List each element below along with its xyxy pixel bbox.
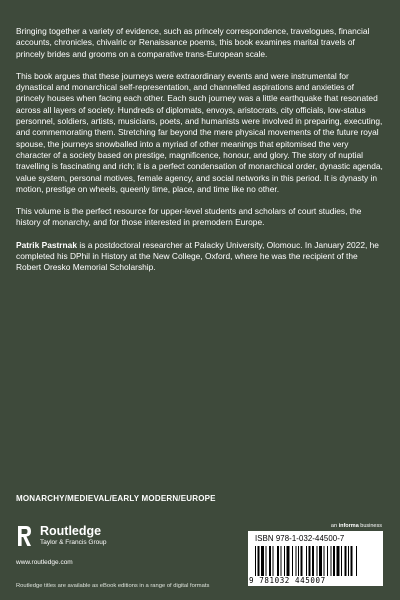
barcode-icon <box>255 546 377 576</box>
barcode-bar <box>287 546 290 576</box>
barcode-digits: 9 781032 445007 <box>249 576 326 585</box>
barcode-bar <box>269 546 271 576</box>
barcode-bar <box>319 546 322 576</box>
barcode-bar <box>341 546 342 576</box>
barcode-bar <box>345 546 347 576</box>
barcode-bar <box>327 546 328 576</box>
barcode-bar <box>333 546 335 576</box>
publisher-logo <box>16 524 156 554</box>
business-suffix: business <box>358 523 382 529</box>
business-prefix: an <box>330 523 339 529</box>
blurb-paragraph-1: Bringing together a variety of evidence, such as princely correspondence, travelogues, financial accounts, chronicles, chivalric or Renaissance poems, this book examines marital travels of princely brides and grooms on a comparative trans-European scale. <box>16 26 370 59</box>
barcode-bar <box>298 546 299 576</box>
barcode-bar <box>309 546 311 576</box>
barcode-bar <box>301 546 303 576</box>
barcode-bar <box>331 546 332 576</box>
barcode-bar <box>284 546 285 576</box>
barcode-bar <box>273 546 274 576</box>
barcode-bar <box>351 546 353 576</box>
barcode-bar <box>337 546 340 576</box>
subject-categories: MONARCHY/MEDIEVAL/EARLY MODERN/EUROPE <box>16 494 216 503</box>
author-name: Patrik Pastrnak <box>16 239 77 250</box>
publisher-group: Taylor & Francis Group <box>40 539 107 546</box>
ebook-availability-note: Routledge titles are available as eBook editions in a range of digital formats <box>16 583 210 589</box>
publisher-name: Routledge <box>40 524 102 538</box>
blurb-paragraph-2: This book argues that these journeys were extraordinary events and were instrumental for dynastical and monarchical self-representation, and channelled aspirations and anxieties of princely houses when facing each other. Each such journey was a little earthquake that resonated across all layers of society. Hundreds of diplomats, envoys, aristocrats, city officials, low-status personnel, soldiers, artists, musicians, poets, and humanists were involved in preparing, executing, and commemorating them. Stretching far beyond the mere physical movements of the future royal spouse, the journeys snowballed into a myriad of other meanings that epitomised the very character of a society based on prestige, magnificence, honour, and glory. The story of nuptial travelling is fascinating and rich; it is a perfect condensation of monarchical order, dynastic agenda, value system, personal motives, female agency, and social networks in this period. It is dynasty in motion, prestige on wheels, queenly time, place, and time like no other. <box>16 70 383 194</box>
barcode-bar <box>312 546 314 576</box>
routledge-r-icon <box>16 525 32 547</box>
barcode-bar <box>296 546 297 576</box>
barcode-bar <box>281 546 282 576</box>
barcode-bar <box>306 546 307 576</box>
back-cover-blurb <box>16 26 384 285</box>
blurb-paragraph-3: This volume is the perfect resource for upper-level students and scholars of court studies, the history of monarchy, and for those interested in premodern Europe. <box>16 206 362 228</box>
barcode-bar <box>324 546 325 576</box>
barcode-box <box>248 531 383 586</box>
barcode-bar <box>258 546 260 576</box>
informa-business-note <box>331 523 382 529</box>
barcode-bar <box>356 546 357 576</box>
barcode-bar <box>317 546 318 576</box>
author-bio <box>16 240 384 274</box>
isbn-label: ISBN 978-1-032-44500-7 <box>255 534 345 543</box>
barcode-bar <box>261 546 264 576</box>
barcode-bar <box>292 546 293 576</box>
business-brand: informa <box>338 523 359 529</box>
barcode-bar <box>348 546 349 576</box>
barcode-bar <box>255 546 256 576</box>
barcode-bar <box>266 546 267 576</box>
author-bio-text: is a postdoctoral researcher at Palacky University, Olomouc. In January 2022, he completed his DPhil in History at the New College, Oxford, where he was the recipient of the Robert Oresko Memorial Scholarship. <box>16 239 379 273</box>
barcode-bar <box>277 546 279 576</box>
publisher-website: www.routledge.com <box>16 559 73 566</box>
